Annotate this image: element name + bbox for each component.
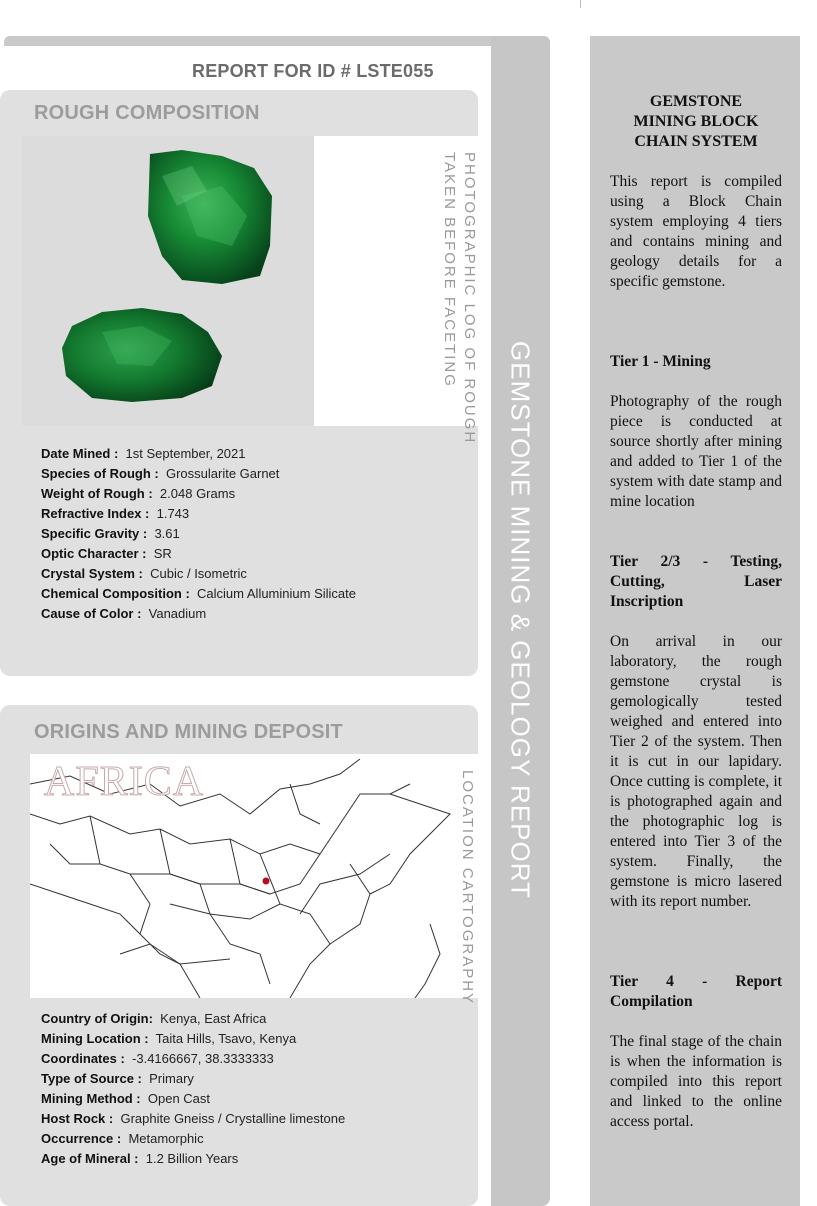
field-chemical-composition: Chemical Composition : Calcium Alluminium Silicate — [41, 586, 356, 601]
tier23-text: On arrival in our laboratory, the rough gemstone crystal is gemologically tested weighed and entered into Tier 2 of the system. Then it is cut in our lapidary. Once cutting is complete, it is photographed again and the photographic log is entered into Tier 3 of the system. Finally, the gemstone is micro lasered with its report number. — [610, 633, 782, 910]
tier4-title: Tier 4 - Report Compilation — [610, 973, 782, 1010]
field-specific-gravity: Specific Gravity : 3.61 — [41, 526, 180, 541]
tier23-title: Tier 2/3 - Testing, Cutting, Laser Inscription — [610, 553, 782, 610]
rough-composition-title: ROUGH COMPOSITION — [34, 102, 260, 124]
field-occurrence: Occurrence : Metamorphic — [41, 1131, 204, 1146]
field-age-of-mineral: Age of Mineral : 1.2 Billion Years — [41, 1151, 239, 1166]
blockchain-title-line-1: GEMSTONE — [649, 93, 743, 110]
field-mining-method: Mining Method : Open Cast — [41, 1091, 211, 1106]
header-strip — [4, 36, 550, 46]
blockchain-intro: This report is compiled using a Block Chain system employing 4 tiers and contains mining and geology details for a specific gemstone. — [610, 173, 782, 290]
mine-location-marker — [263, 878, 270, 885]
side-banner-text: GEMSTONE MINING & GEOLOGY REPORT — [505, 341, 536, 899]
field-coordinates: Coordinates : -3.4166667, 38.3333333 — [41, 1051, 274, 1066]
tier1-text: Photography of the rough piece is conducted at source shortly after mining and added to Tier 1 of the system with date stamp and mine location — [610, 393, 782, 510]
origins-title: ORIGINS AND MINING DEPOSIT — [34, 721, 343, 743]
field-crystal-system: Crystal System : Cubic / Isometric — [41, 566, 247, 581]
field-weight: Weight of Rough : 2.048 Grams — [41, 486, 236, 501]
field-species: Species of Rough : Grossularite Garnet — [41, 466, 280, 481]
rough-gem-image — [22, 136, 314, 426]
blockchain-title-line-3: CHAIN SYSTEM — [634, 133, 758, 150]
location-map — [30, 754, 478, 998]
field-country-of-origin: Country of Origin: Kenya, East Africa — [41, 1011, 267, 1026]
rough-photo — [22, 136, 314, 426]
map-caption: LOCATION CARTOGRAPHY — [459, 770, 476, 1006]
tier1-title: Tier 1 - Mining — [610, 353, 711, 370]
field-type-of-source: Type of Source : Primary — [41, 1071, 194, 1086]
tier4-text: The final stage of the chain is when the information is compiled into this report and linked to the online access portal. — [610, 1033, 782, 1130]
field-optic-character: Optic Character : SR — [41, 546, 172, 561]
photo-caption-line-2: TAKEN BEFORE FACETING — [441, 152, 458, 388]
field-host-rock: Host Rock : Graphite Gneiss / Crystalline limestone — [41, 1111, 346, 1126]
blockchain-title — [610, 92, 782, 152]
blockchain-title-line-2: MINING BLOCK — [633, 113, 759, 130]
top-divider-mark — [580, 0, 581, 8]
field-cause-of-color: Cause of Color : Vanadium — [41, 606, 207, 621]
photo-caption-line-1: PHOTOGRAPHIC LOG OF ROUGH — [461, 152, 478, 445]
map-africa-label: AFRICA — [44, 759, 205, 805]
field-mining-location: Mining Location : Taita Hills, Tsavo, Kenya — [41, 1031, 297, 1046]
field-date-mined: Date Mined : 1st September, 2021 — [41, 446, 246, 461]
report-id-heading: REPORT FOR ID # LSTE055 — [192, 61, 434, 81]
field-refractive-index: Refractive Index : 1.743 — [41, 506, 190, 521]
